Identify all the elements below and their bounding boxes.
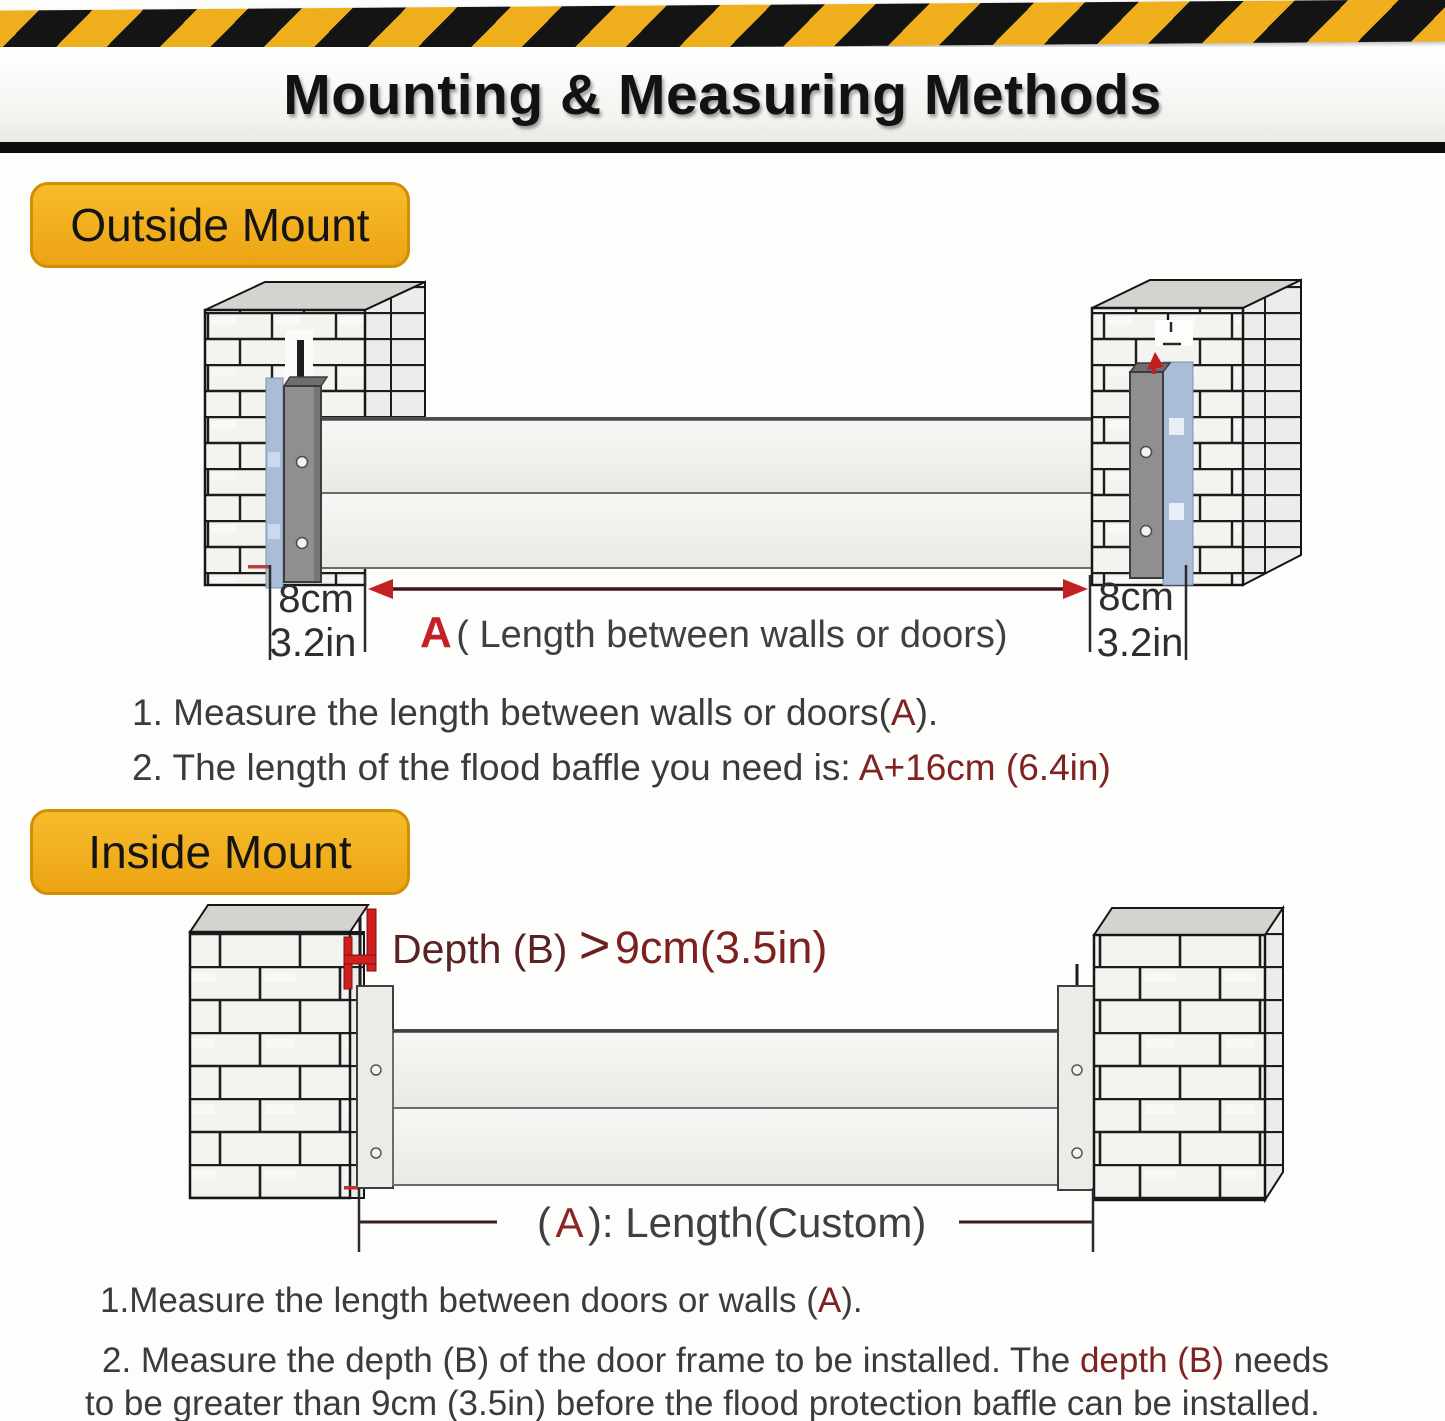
flood-barrier-panels	[393, 1030, 1060, 1185]
inside-right-brick-pillar	[1094, 908, 1283, 1200]
screw-hole	[1141, 526, 1152, 537]
screw-hole	[1072, 1148, 1082, 1158]
left-gap-inch: 3.2in	[269, 621, 357, 660]
depth-b-caption: Depth (B) > 9cm(3.5in)	[392, 915, 828, 975]
screw-hole	[371, 1065, 381, 1075]
title-band	[0, 47, 1445, 142]
inside-right-channel-bracket	[1058, 964, 1094, 1190]
inside-dimension-annotations	[359, 1188, 1093, 1252]
screw-hole	[297, 538, 308, 549]
screw-hole	[1141, 447, 1152, 458]
inside-left-brick-pillar	[190, 905, 368, 1198]
arrowhead-left	[368, 579, 393, 599]
screw-hole	[1072, 1065, 1082, 1075]
caution-tape-stripe	[0, 0, 1445, 53]
left-gap-cm: 8cm	[278, 577, 354, 621]
inside-mount-label-text: Inside Mount	[88, 826, 352, 878]
outside-instructions	[132, 692, 1111, 789]
header-divider-bar	[0, 142, 1445, 153]
right-gap-inch: 3.2in	[1096, 621, 1184, 660]
outside-right-brick-pillar	[1092, 280, 1301, 585]
screw-hole	[371, 1148, 381, 1158]
outside-mount-label-text: Outside Mount	[70, 199, 370, 251]
outside-mount-diagram	[0, 260, 1445, 660]
inside-instruction-2-continued: to be greater than 9cm (3.5in) before the flood protection baffle can be installed.	[85, 1384, 1320, 1421]
outside-instruction-2: 2. The length of the flood baffle you need is: A+16cm (6.4in)	[132, 747, 1111, 788]
page-title: Mounting & Measuring Methods	[283, 62, 1162, 127]
inside-instruction-1: 1.Measure the length between doors or walls (A).	[100, 1281, 863, 1320]
length-a-caption: A ( Length between walls or doors)	[420, 608, 1008, 657]
flood-barrier-panels	[321, 418, 1132, 568]
right-gap-cm: 8cm	[1098, 575, 1174, 619]
inside-mount-label	[30, 809, 410, 895]
outside-instruction-1: 1. Measure the length between walls or doors(A).	[132, 692, 939, 733]
outside-mount-label	[30, 182, 410, 268]
inside-instruction-2: 2. Measure the depth (B) of the door frame to be installed. The depth (B) needs	[102, 1341, 1330, 1380]
length-a-custom-caption: ( A ): Length(Custom)	[537, 1199, 927, 1246]
inside-instructions	[85, 1281, 1329, 1421]
screw-hole	[297, 457, 308, 468]
arrowhead-right	[1063, 579, 1088, 599]
inside-mount-diagram	[0, 900, 1445, 1280]
outside-dimension-annotations	[248, 565, 1186, 660]
